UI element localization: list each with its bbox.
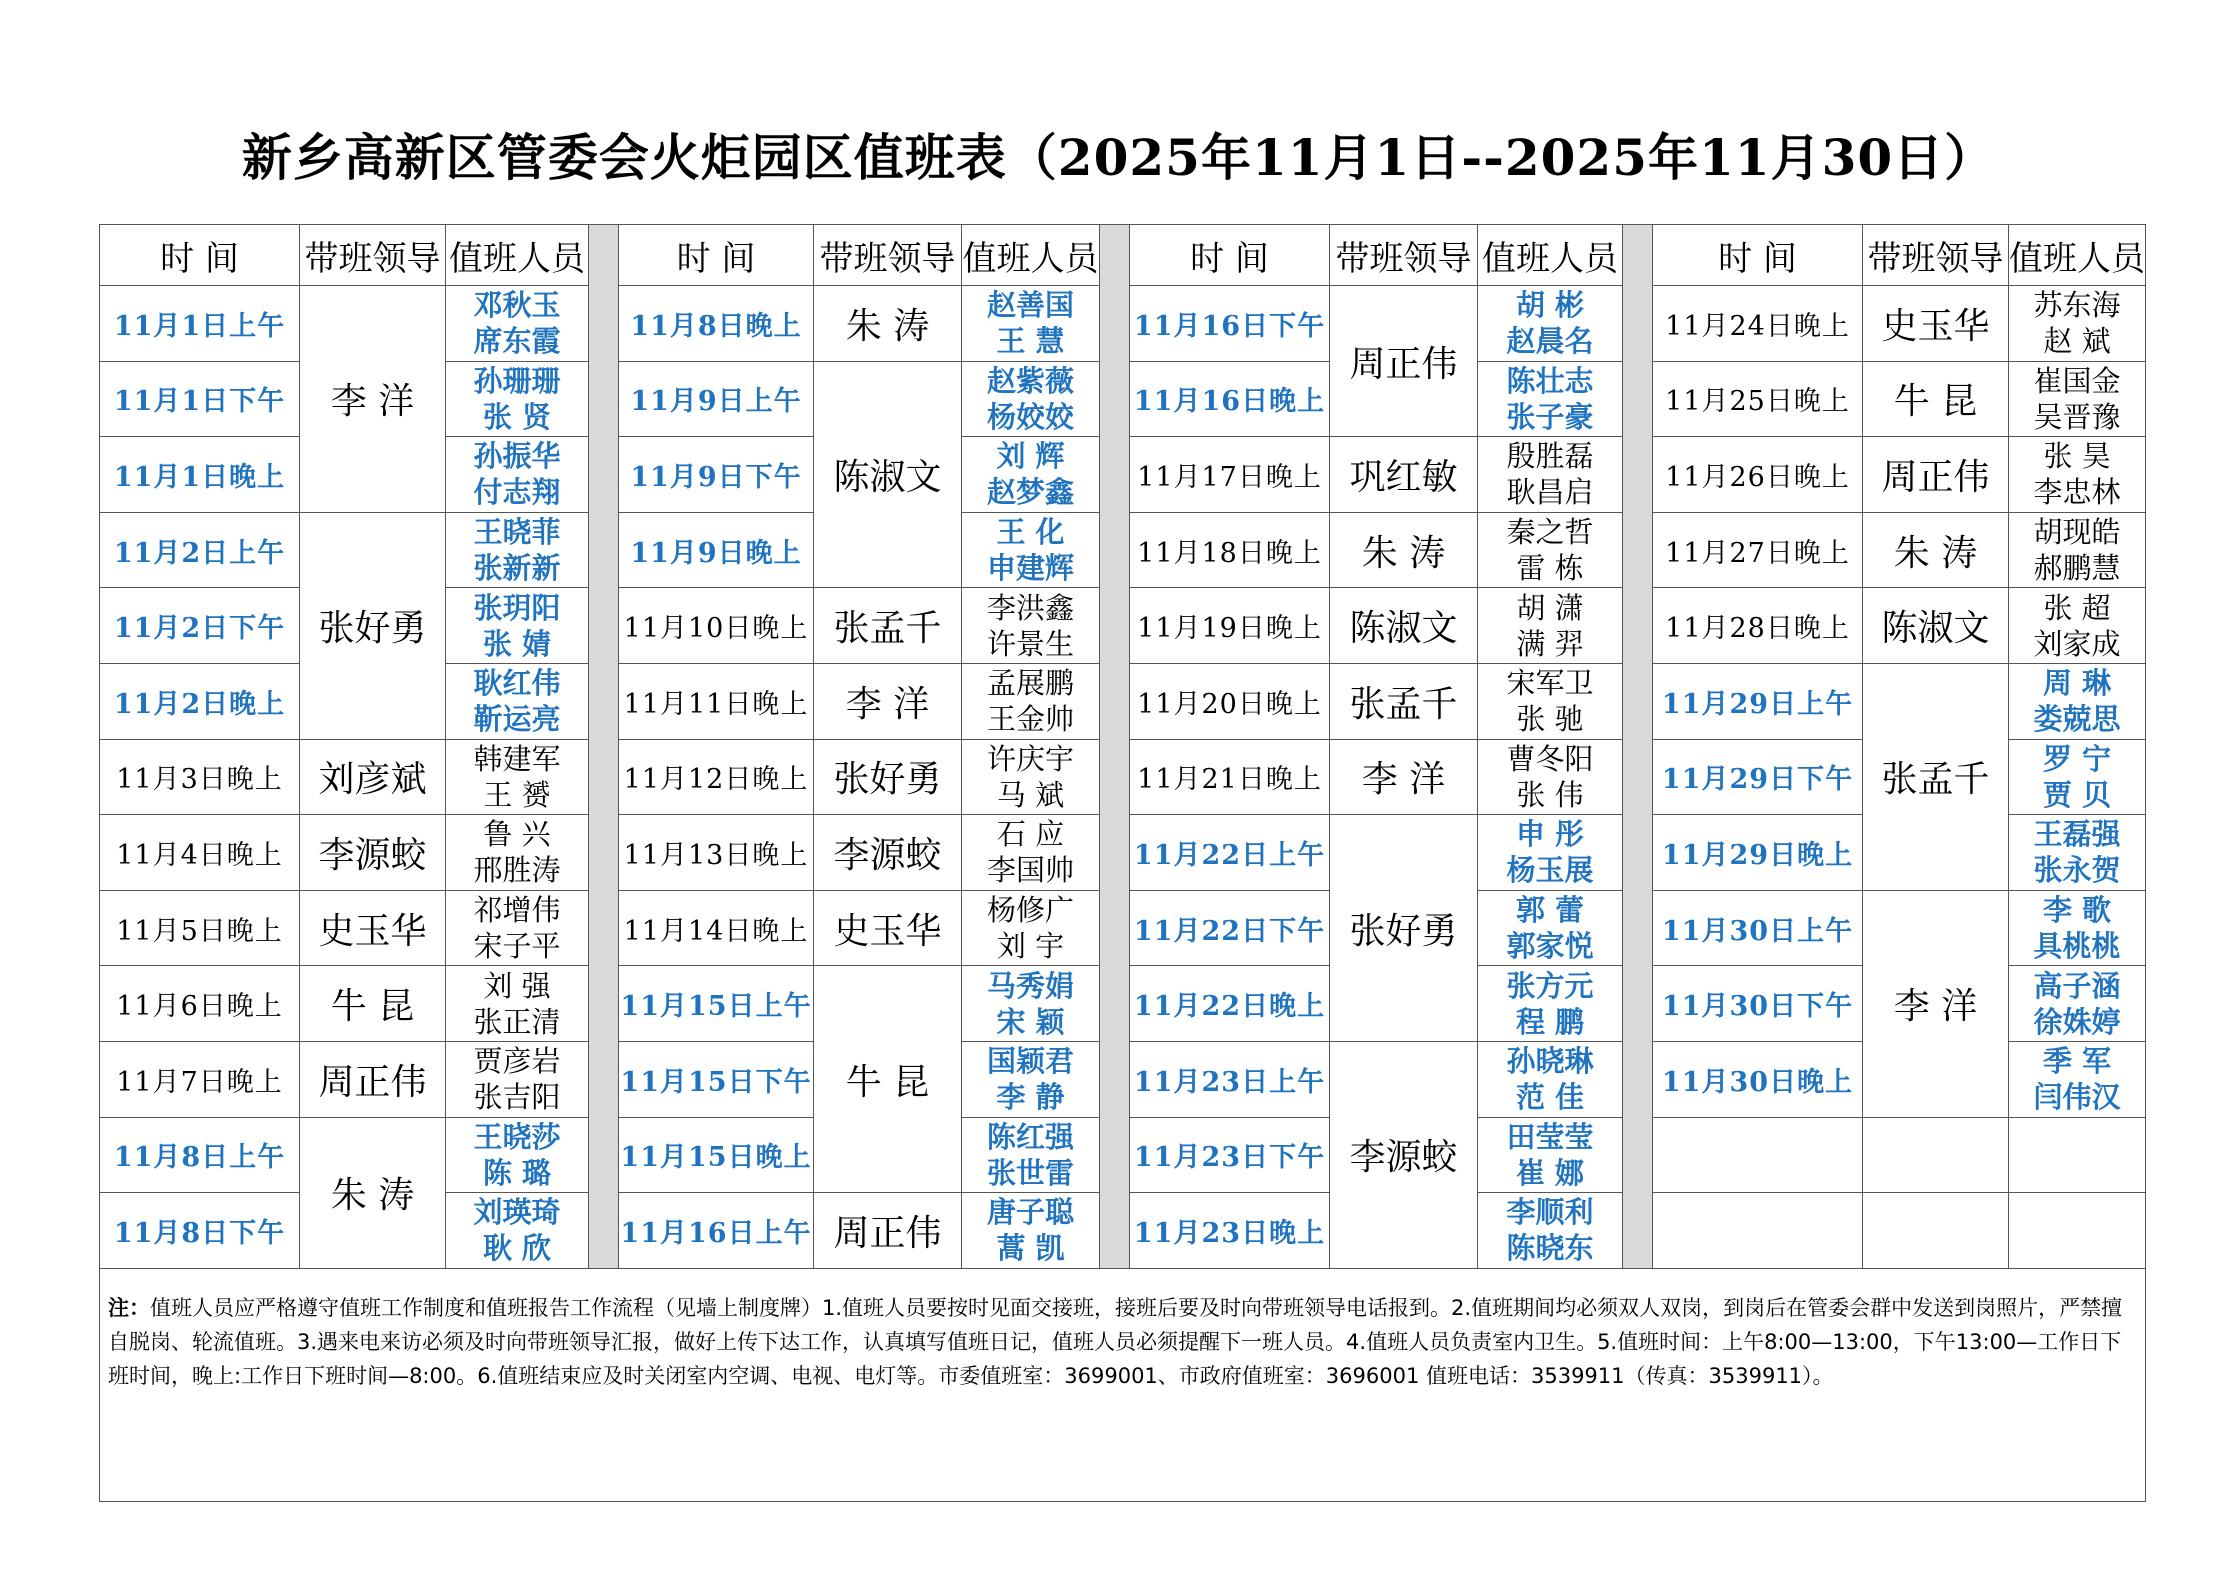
duty-staff bbox=[962, 1041, 1100, 1117]
duty-staff bbox=[1478, 1117, 1623, 1193]
shift-time: 11月30日下午 bbox=[1653, 966, 1863, 1042]
staff-name: 贾彦岩 bbox=[473, 1044, 561, 1079]
duty-staff bbox=[962, 1117, 1100, 1193]
shift-time: 11月9日下午 bbox=[619, 437, 814, 513]
duty-schedule-table bbox=[99, 224, 2146, 1502]
staff-name: 祁增伟 bbox=[473, 893, 561, 928]
staff-name: 郭家悦 bbox=[1506, 929, 1594, 964]
staff-name: 杨修广 bbox=[986, 893, 1074, 928]
staff-name: 殷胜磊 bbox=[1506, 439, 1594, 474]
staff-name: 唐子聪 bbox=[986, 1195, 1074, 1230]
shift-time: 11月1日晚上 bbox=[100, 437, 300, 513]
page-title: 新乡高新区管委会火炬园区值班表（2025年11月1日--2025年11月30日） bbox=[241, 128, 1996, 187]
staff-name: 李洪鑫 bbox=[986, 590, 1074, 625]
header-time: 时 间 bbox=[1653, 225, 1863, 286]
shift-time: 11月3日晚上 bbox=[100, 739, 300, 815]
staff-name: 李 静 bbox=[996, 1080, 1065, 1115]
staff-name: 满 羿 bbox=[1516, 626, 1584, 661]
duty-staff bbox=[446, 739, 589, 815]
duty-leader: 张好勇 bbox=[1330, 815, 1478, 1042]
staff-name: 程 鹏 bbox=[1515, 1004, 1585, 1039]
duty-staff bbox=[962, 437, 1100, 513]
duty-leader bbox=[1863, 1117, 2009, 1193]
duty-leader: 陈淑文 bbox=[814, 361, 962, 588]
staff-name: 邓秋玉 bbox=[473, 288, 561, 323]
shift-time: 11月30日晚上 bbox=[1653, 1041, 1863, 1117]
note-text: 值班人员应严格遵守值班工作制度和值班报告工作流程（见墙上制度牌）1.值班人员要按时见面交接班，接班后要及时向带班领导电话报到。2.值班期间均必须双人双岗，到岗后在管委会群中发送到岗照片，严禁擅自脱岗、轮流值班。3.遇来电来访必须及时向带班领导汇报，做好上传下达工作，认真填写值班日记，值班人员必须提醒下一班人员。4.值班人员负责室内卫生。5.值班时间：上午8:00—13:00，下午13:00—工作日下班时间，晚上:工作日下班时间—8:00。6.值班结束应及时关闭室内空调、电视、电灯等。市委值班室：3699001、市政府值班室：3696001 值班电话：3539911（传真：3539911）。 bbox=[108, 1295, 2123, 1388]
staff-name: 赵紫薇 bbox=[986, 363, 1074, 398]
duty-staff bbox=[1478, 437, 1623, 513]
staff-name: 鲁 兴 bbox=[483, 817, 551, 852]
staff-name: 耿昌启 bbox=[1506, 475, 1594, 510]
shift-time: 11月1日下午 bbox=[100, 361, 300, 437]
staff-name: 宋军卫 bbox=[1506, 666, 1594, 701]
header-time: 时 间 bbox=[1130, 225, 1330, 286]
staff-name: 王磊强 bbox=[2033, 817, 2121, 852]
duty-leader: 李 洋 bbox=[300, 286, 446, 513]
shift-time: 11月24日晚上 bbox=[1653, 286, 1863, 362]
column-separator bbox=[1100, 225, 1130, 1269]
duty-leader bbox=[1863, 1193, 2009, 1269]
duty-staff bbox=[1478, 663, 1623, 739]
duty-leader: 张好勇 bbox=[300, 512, 446, 739]
staff-name: 崔 娜 bbox=[1515, 1155, 1585, 1190]
staff-name: 陈壮志 bbox=[1506, 363, 1594, 398]
staff-name: 李国帅 bbox=[986, 853, 1074, 888]
staff-name: 胡 潇 bbox=[1516, 590, 1584, 625]
column-separator bbox=[1623, 225, 1653, 1269]
shift-time: 11月23日晚上 bbox=[1130, 1193, 1330, 1269]
duty-staff bbox=[962, 286, 1100, 362]
shift-time: 11月2日上午 bbox=[100, 512, 300, 588]
shift-time: 11月21日晚上 bbox=[1130, 739, 1330, 815]
duty-staff bbox=[1478, 966, 1623, 1042]
staff-name: 张 伟 bbox=[1516, 777, 1584, 812]
duty-staff bbox=[2009, 361, 2146, 437]
staff-name: 申建辉 bbox=[986, 551, 1074, 586]
shift-time: 11月30日上午 bbox=[1653, 890, 1863, 966]
staff-name: 张新新 bbox=[473, 551, 561, 586]
staff-name: 李忠林 bbox=[2033, 475, 2121, 510]
duty-staff bbox=[962, 739, 1100, 815]
duty-staff bbox=[446, 286, 589, 362]
staff-name: 张 昊 bbox=[2043, 439, 2111, 474]
header-time: 时 间 bbox=[619, 225, 814, 286]
duty-staff bbox=[2009, 437, 2146, 513]
shift-time: 11月10日晚上 bbox=[619, 588, 814, 664]
shift-time: 11月16日上午 bbox=[619, 1193, 814, 1269]
duty-staff bbox=[1478, 286, 1623, 362]
shift-time: 11月29日下午 bbox=[1653, 739, 1863, 815]
staff-name: 耿 欣 bbox=[482, 1231, 552, 1266]
staff-name: 闫伟汉 bbox=[2033, 1080, 2121, 1115]
duty-staff bbox=[446, 663, 589, 739]
duty-staff bbox=[962, 588, 1100, 664]
duty-leader: 刘彦斌 bbox=[300, 739, 446, 815]
shift-time: 11月22日上午 bbox=[1130, 815, 1330, 891]
shift-time: 11月29日晚上 bbox=[1653, 815, 1863, 891]
duty-leader: 李 洋 bbox=[814, 663, 962, 739]
shift-time: 11月16日晚上 bbox=[1130, 361, 1330, 437]
staff-name: 雷 栋 bbox=[1516, 551, 1584, 586]
header-time: 时 间 bbox=[100, 225, 300, 286]
shift-time: 11月13日晚上 bbox=[619, 815, 814, 891]
duty-staff bbox=[1478, 739, 1623, 815]
staff-name: 赵晨名 bbox=[1506, 324, 1594, 359]
header-staff: 值班人员 bbox=[446, 225, 589, 286]
duty-leader: 史玉华 bbox=[814, 890, 962, 966]
shift-time: 11月28日晚上 bbox=[1653, 588, 1863, 664]
staff-name: 徐姝婷 bbox=[2033, 1004, 2121, 1039]
duty-staff bbox=[2009, 966, 2146, 1042]
duty-staff bbox=[962, 361, 1100, 437]
staff-name: 孙珊珊 bbox=[473, 363, 561, 398]
shift-time: 11月25日晚上 bbox=[1653, 361, 1863, 437]
staff-name: 刘 宇 bbox=[996, 929, 1065, 964]
shift-time: 11月14日晚上 bbox=[619, 890, 814, 966]
duty-staff bbox=[2009, 890, 2146, 966]
header-staff: 值班人员 bbox=[2009, 225, 2146, 286]
staff-name: 高子涵 bbox=[2033, 968, 2121, 1003]
duty-leader: 李源蛟 bbox=[300, 815, 446, 891]
staff-name: 宋 颖 bbox=[996, 1004, 1065, 1039]
duty-staff bbox=[446, 1193, 589, 1269]
staff-name: 国颖君 bbox=[986, 1044, 1074, 1079]
shift-time: 11月4日晚上 bbox=[100, 815, 300, 891]
duty-leader: 李源蛟 bbox=[1330, 1041, 1478, 1268]
duty-staff bbox=[446, 1041, 589, 1117]
duty-leader: 张好勇 bbox=[814, 739, 962, 815]
duty-staff bbox=[1478, 361, 1623, 437]
duty-leader: 史玉华 bbox=[300, 890, 446, 966]
header-staff: 值班人员 bbox=[962, 225, 1100, 286]
shift-time: 11月8日上午 bbox=[100, 1117, 300, 1193]
shift-time: 11月22日下午 bbox=[1130, 890, 1330, 966]
staff-name: 张 婧 bbox=[482, 626, 552, 661]
staff-name: 耿红伟 bbox=[473, 666, 561, 701]
staff-name: 张子豪 bbox=[1506, 399, 1594, 434]
shift-time: 11月16日下午 bbox=[1130, 286, 1330, 362]
shift-time: 11月6日晚上 bbox=[100, 966, 300, 1042]
duty-staff bbox=[1478, 1041, 1623, 1117]
duty-staff bbox=[446, 890, 589, 966]
shift-time: 11月15日晚上 bbox=[619, 1117, 814, 1193]
shift-time: 11月15日下午 bbox=[619, 1041, 814, 1117]
duty-leader: 李 洋 bbox=[1863, 890, 2009, 1117]
shift-time: 11月22日晚上 bbox=[1130, 966, 1330, 1042]
staff-name: 刘 强 bbox=[483, 968, 551, 1003]
staff-name: 陈晓东 bbox=[1506, 1231, 1594, 1266]
duty-leader: 张孟千 bbox=[814, 588, 962, 664]
duty-staff bbox=[446, 588, 589, 664]
staff-name: 范 佳 bbox=[1515, 1080, 1585, 1115]
staff-name: 杨玉展 bbox=[1506, 853, 1594, 888]
staff-name: 张永贺 bbox=[2033, 853, 2121, 888]
shift-time: 11月17日晚上 bbox=[1130, 437, 1330, 513]
staff-name: 陈 璐 bbox=[482, 1155, 552, 1190]
shift-time: 11月2日下午 bbox=[100, 588, 300, 664]
duty-leader: 史玉华 bbox=[1863, 286, 2009, 362]
duty-staff bbox=[1478, 588, 1623, 664]
staff-name: 席东霞 bbox=[473, 324, 561, 359]
shift-time: 11月23日下午 bbox=[1130, 1117, 1330, 1193]
duty-staff bbox=[962, 815, 1100, 891]
duty-staff bbox=[962, 966, 1100, 1042]
shift-time: 11月18日晚上 bbox=[1130, 512, 1330, 588]
staff-name: 杨姣姣 bbox=[986, 399, 1074, 434]
shift-time: 11月15日上午 bbox=[619, 966, 814, 1042]
staff-name: 王晓菲 bbox=[473, 515, 561, 550]
staff-name: 马 斌 bbox=[996, 777, 1065, 812]
shift-time: 11月12日晚上 bbox=[619, 739, 814, 815]
staff-name: 张方元 bbox=[1506, 968, 1594, 1003]
staff-name: 王 赟 bbox=[483, 777, 551, 812]
shift-time: 11月9日晚上 bbox=[619, 512, 814, 588]
duty-staff bbox=[1478, 890, 1623, 966]
duty-staff bbox=[2009, 1041, 2146, 1117]
staff-name: 孙振华 bbox=[473, 439, 561, 474]
staff-name: 石 应 bbox=[996, 817, 1065, 852]
staff-name: 具桃桃 bbox=[2033, 929, 2121, 964]
staff-name: 郭 蕾 bbox=[1515, 893, 1585, 928]
duty-leader: 朱 涛 bbox=[300, 1117, 446, 1268]
duty-staff bbox=[962, 663, 1100, 739]
staff-name: 王晓莎 bbox=[473, 1119, 561, 1154]
staff-name: 陈红强 bbox=[986, 1119, 1074, 1154]
staff-name: 王 慧 bbox=[996, 324, 1065, 359]
duty-staff bbox=[1478, 815, 1623, 891]
staff-name: 郝鹏慧 bbox=[2033, 551, 2121, 586]
staff-name: 申 彤 bbox=[1515, 817, 1585, 852]
duty-leader: 朱 涛 bbox=[1863, 512, 2009, 588]
duty-staff bbox=[446, 1117, 589, 1193]
duty-leader: 陈淑文 bbox=[1863, 588, 2009, 664]
duty-staff bbox=[2009, 1193, 2146, 1269]
shift-time: 11月11日晚上 bbox=[619, 663, 814, 739]
shift-time: 11月1日上午 bbox=[100, 286, 300, 362]
staff-name: 曹冬阳 bbox=[1506, 741, 1594, 776]
duty-leader: 巩红敏 bbox=[1330, 437, 1478, 513]
header-leader: 带班领导 bbox=[1330, 225, 1478, 286]
duty-leader: 张孟千 bbox=[1863, 663, 2009, 890]
staff-name: 许景生 bbox=[986, 626, 1074, 661]
duty-leader: 张孟千 bbox=[1330, 663, 1478, 739]
staff-name: 李 歌 bbox=[2042, 893, 2112, 928]
shift-time bbox=[1653, 1193, 1863, 1269]
header-leader: 带班领导 bbox=[1863, 225, 2009, 286]
header-staff: 值班人员 bbox=[1478, 225, 1623, 286]
duty-leader: 周正伟 bbox=[1330, 286, 1478, 437]
duty-staff bbox=[446, 361, 589, 437]
duty-leader: 周正伟 bbox=[814, 1193, 962, 1269]
staff-name: 吴晋豫 bbox=[2033, 399, 2121, 434]
duty-leader: 牛 昆 bbox=[300, 966, 446, 1042]
duty-staff bbox=[1478, 1193, 1623, 1269]
notes-section bbox=[100, 1268, 2146, 1501]
staff-name: 张吉阳 bbox=[473, 1080, 561, 1115]
staff-name: 邢胜涛 bbox=[473, 853, 561, 888]
shift-time: 11月7日晚上 bbox=[100, 1041, 300, 1117]
staff-name: 孟展鹏 bbox=[986, 666, 1074, 701]
shift-time: 11月26日晚上 bbox=[1653, 437, 1863, 513]
staff-name: 胡现皓 bbox=[2033, 515, 2121, 550]
shift-time bbox=[1653, 1117, 1863, 1193]
shift-time: 11月19日晚上 bbox=[1130, 588, 1330, 664]
duty-leader: 周正伟 bbox=[1863, 437, 2009, 513]
staff-name: 田莹莹 bbox=[1506, 1119, 1594, 1154]
staff-name: 张 超 bbox=[2043, 590, 2111, 625]
staff-name: 秦之哲 bbox=[1506, 515, 1594, 550]
shift-time: 11月20日晚上 bbox=[1130, 663, 1330, 739]
shift-time: 11月9日上午 bbox=[619, 361, 814, 437]
shift-time: 11月27日晚上 bbox=[1653, 512, 1863, 588]
staff-name: 赵善国 bbox=[986, 288, 1074, 323]
duty-leader: 陈淑文 bbox=[1330, 588, 1478, 664]
header-row bbox=[100, 225, 2146, 286]
staff-name: 马秀娟 bbox=[986, 968, 1074, 1003]
staff-name: 刘 辉 bbox=[996, 439, 1065, 474]
duty-leader: 牛 昆 bbox=[814, 966, 962, 1193]
staff-name: 韩建军 bbox=[473, 741, 561, 776]
duty-staff bbox=[446, 437, 589, 513]
duty-leader: 周正伟 bbox=[300, 1041, 446, 1117]
staff-name: 付志翔 bbox=[473, 475, 561, 510]
duty-leader: 朱 涛 bbox=[814, 286, 962, 362]
header-leader: 带班领导 bbox=[814, 225, 962, 286]
note-label: 注： bbox=[108, 1295, 150, 1320]
duty-staff bbox=[962, 1193, 1100, 1269]
duty-staff bbox=[446, 966, 589, 1042]
staff-name: 胡 彬 bbox=[1515, 288, 1585, 323]
duty-staff bbox=[446, 815, 589, 891]
staff-name: 张正清 bbox=[473, 1004, 561, 1039]
shift-time: 11月23日上午 bbox=[1130, 1041, 1330, 1117]
shift-time: 11月8日晚上 bbox=[619, 286, 814, 362]
staff-name: 李顺利 bbox=[1506, 1195, 1594, 1230]
duty-staff bbox=[2009, 739, 2146, 815]
duty-staff bbox=[2009, 512, 2146, 588]
staff-name: 许庆宇 bbox=[986, 741, 1074, 776]
staff-name: 罗 宁 bbox=[2042, 741, 2112, 776]
staff-name: 孙晓琳 bbox=[1506, 1044, 1594, 1079]
staff-name: 靳运亮 bbox=[473, 702, 561, 737]
staff-name: 蒿 凯 bbox=[996, 1231, 1065, 1266]
staff-name: 赵 斌 bbox=[2043, 324, 2111, 359]
staff-name: 刘家成 bbox=[2033, 626, 2121, 661]
staff-name: 张世雷 bbox=[986, 1155, 1074, 1190]
shift-time: 11月5日晚上 bbox=[100, 890, 300, 966]
staff-name: 苏东海 bbox=[2033, 288, 2121, 323]
shift-time: 11月2日晚上 bbox=[100, 663, 300, 739]
staff-name: 崔国金 bbox=[2033, 363, 2121, 398]
duty-staff bbox=[2009, 286, 2146, 362]
staff-name: 张玥阳 bbox=[473, 590, 561, 625]
duty-staff bbox=[962, 512, 1100, 588]
duty-leader: 李源蛟 bbox=[814, 815, 962, 891]
duty-leader: 李 洋 bbox=[1330, 739, 1478, 815]
duty-staff bbox=[2009, 1117, 2146, 1193]
duty-staff bbox=[1478, 512, 1623, 588]
staff-name: 赵梦鑫 bbox=[986, 475, 1074, 510]
shift-time: 11月29日上午 bbox=[1653, 663, 1863, 739]
duty-leader: 朱 涛 bbox=[1330, 512, 1478, 588]
staff-name: 张 驰 bbox=[1516, 702, 1584, 737]
staff-name: 宋子平 bbox=[473, 929, 561, 964]
duty-staff bbox=[446, 512, 589, 588]
staff-name: 刘瑛琦 bbox=[473, 1195, 561, 1230]
column-separator bbox=[589, 225, 619, 1269]
staff-name: 王金帅 bbox=[986, 702, 1074, 737]
duty-staff bbox=[2009, 588, 2146, 664]
duty-staff bbox=[2009, 815, 2146, 891]
duty-staff bbox=[2009, 663, 2146, 739]
staff-name: 张 贤 bbox=[482, 399, 552, 434]
staff-name: 王 化 bbox=[996, 515, 1065, 550]
staff-name: 季 军 bbox=[2042, 1044, 2112, 1079]
header-leader: 带班领导 bbox=[300, 225, 446, 286]
duty-leader: 牛 昆 bbox=[1863, 361, 2009, 437]
shift-time: 11月8日下午 bbox=[100, 1193, 300, 1269]
staff-name: 周 琳 bbox=[2042, 666, 2112, 701]
staff-name: 贾 贝 bbox=[2042, 777, 2112, 812]
duty-staff bbox=[962, 890, 1100, 966]
staff-name: 娄兢思 bbox=[2033, 702, 2121, 737]
